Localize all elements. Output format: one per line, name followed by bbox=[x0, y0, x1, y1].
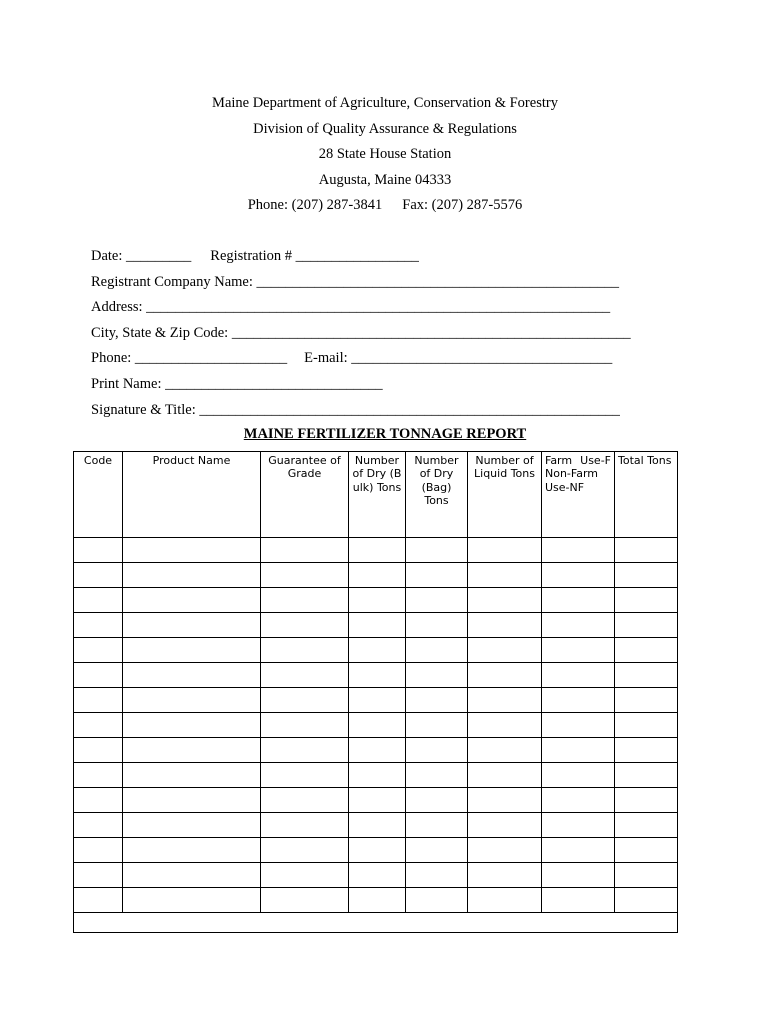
tonnage-table bbox=[73, 451, 678, 933]
phone-email-row bbox=[91, 348, 631, 374]
street-address: 28 State House Station bbox=[318, 146, 452, 162]
table-row bbox=[74, 888, 678, 913]
company-field[interactable]: Registrant Company Name: __________________________________________________ bbox=[91, 273, 620, 290]
table-row bbox=[74, 663, 678, 688]
table-row bbox=[74, 538, 678, 563]
column-header-farm-use: Farm Use-F Non-Farm Use-NF bbox=[542, 452, 615, 538]
column-header-dry-bulk: Number of Dry (Bulk) Tons bbox=[349, 452, 406, 538]
table-row bbox=[74, 788, 678, 813]
table-row bbox=[74, 838, 678, 863]
contact-line bbox=[0, 195, 770, 221]
table-row bbox=[74, 588, 678, 613]
city-state-zip-field[interactable]: City, State & Zip Code: _______________________________________________________ bbox=[91, 324, 631, 341]
agency-name: Maine Department of Agriculture, Conservation & Forestry bbox=[212, 95, 558, 111]
email-field[interactable]: E-mail: ____________________________________ bbox=[304, 350, 613, 367]
column-header-guarantee: Guarantee of Grade bbox=[261, 452, 349, 538]
table-row bbox=[74, 713, 678, 738]
registrant-fields bbox=[91, 246, 631, 425]
table-row bbox=[74, 863, 678, 888]
table-row bbox=[74, 738, 678, 763]
report-title: MAINE FERTILIZER TONNAGE REPORT bbox=[243, 426, 527, 442]
agency-phone: Phone: (207) 287-3841 bbox=[247, 197, 383, 213]
agency-header bbox=[0, 93, 770, 221]
table-row bbox=[74, 613, 678, 638]
agency-fax: Fax: (207) 287-5576 bbox=[402, 197, 523, 213]
table-row bbox=[74, 688, 678, 713]
city-address: Augusta, Maine 04333 bbox=[318, 171, 452, 188]
date-registration-row bbox=[91, 246, 631, 272]
table-row bbox=[74, 563, 678, 588]
division-name: Division of Quality Assurance & Regulations bbox=[253, 120, 517, 137]
table-header-row bbox=[74, 452, 678, 538]
column-header-code: Code bbox=[74, 452, 123, 538]
table-row bbox=[74, 813, 678, 838]
phone-field[interactable]: Phone: _____________________ bbox=[91, 350, 288, 367]
registration-field[interactable]: Registration # _________________ bbox=[210, 248, 419, 264]
column-header-liquid: Number of Liquid Tons bbox=[468, 452, 542, 538]
table-row bbox=[74, 763, 678, 788]
date-field[interactable]: Date: _________ bbox=[91, 248, 192, 264]
address-field[interactable]: Address: ________________________________________________________________ bbox=[91, 299, 611, 316]
column-header-dry-bag: Number of Dry (Bag) Tons bbox=[406, 452, 468, 538]
table-row bbox=[74, 638, 678, 663]
signature-title-field[interactable]: Signature & Title: __________________________________________________________ bbox=[91, 401, 620, 418]
column-header-total: Total Tons bbox=[615, 452, 678, 538]
column-header-product-name: Product Name bbox=[123, 452, 261, 538]
print-name-field[interactable]: Print Name: ______________________________ bbox=[91, 375, 383, 392]
table-footer-row bbox=[74, 913, 678, 933]
